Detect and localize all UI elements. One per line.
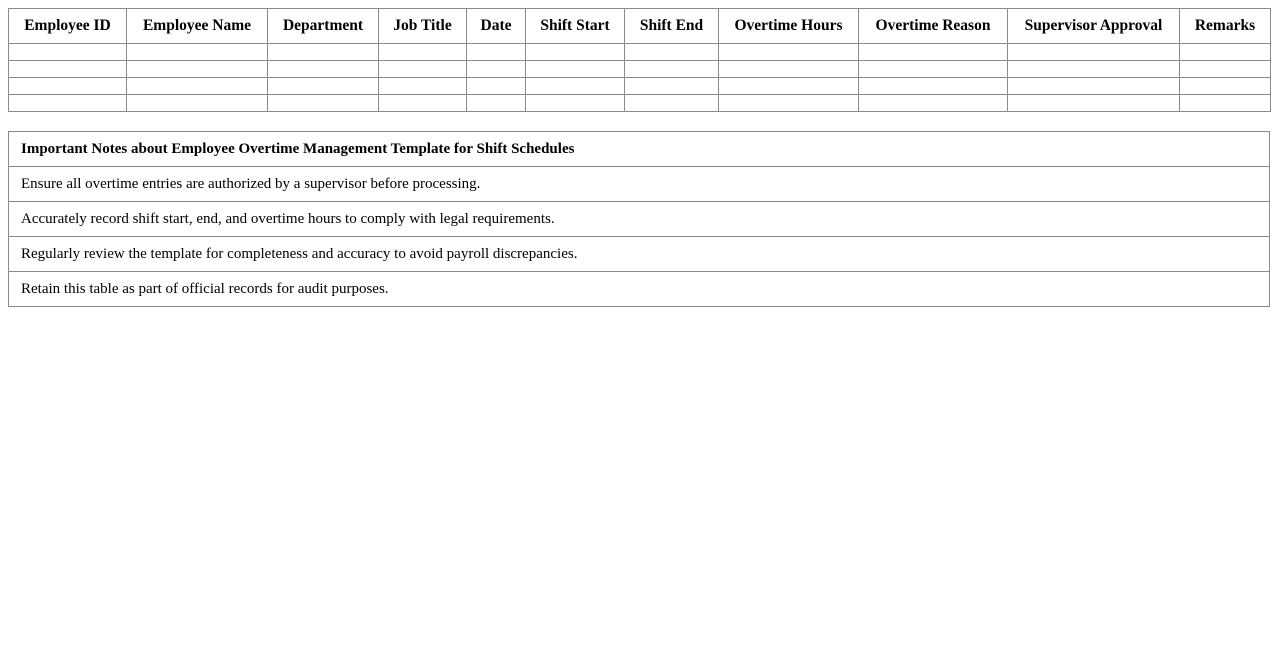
table-cell[interactable]	[859, 95, 1008, 112]
note-item: Retain this table as part of official records for audit purposes.	[9, 272, 1270, 307]
table-cell[interactable]	[1008, 61, 1180, 78]
table-cell[interactable]	[9, 61, 127, 78]
note-row	[9, 272, 1270, 307]
table-header-row	[9, 9, 1271, 44]
column-header-department: Department	[268, 9, 379, 44]
table-cell[interactable]	[719, 78, 859, 95]
table-cell[interactable]	[379, 44, 467, 61]
note-row	[9, 237, 1270, 272]
table-cell[interactable]	[268, 78, 379, 95]
note-item: Regularly review the template for completeness and accuracy to avoid payroll discrepancies.	[9, 237, 1270, 272]
table-cell[interactable]	[268, 61, 379, 78]
table-cell[interactable]	[467, 44, 526, 61]
note-row	[9, 202, 1270, 237]
table-cell[interactable]	[268, 44, 379, 61]
table-row	[9, 44, 1271, 61]
table-cell[interactable]	[9, 78, 127, 95]
table-cell[interactable]	[9, 44, 127, 61]
table-cell[interactable]	[1180, 78, 1271, 95]
table-cell[interactable]	[526, 78, 625, 95]
column-header-employee-name: Employee Name	[127, 9, 268, 44]
table-cell[interactable]	[467, 78, 526, 95]
table-cell[interactable]	[526, 44, 625, 61]
table-cell[interactable]	[719, 95, 859, 112]
note-row	[9, 167, 1270, 202]
document	[8, 8, 1270, 307]
table-cell[interactable]	[379, 61, 467, 78]
table-cell[interactable]	[526, 61, 625, 78]
table-cell[interactable]	[625, 61, 719, 78]
table-cell[interactable]	[127, 44, 268, 61]
table-cell[interactable]	[467, 95, 526, 112]
table-cell[interactable]	[625, 78, 719, 95]
table-row	[9, 78, 1271, 95]
table-row	[9, 61, 1271, 78]
table-cell[interactable]	[719, 44, 859, 61]
table-cell[interactable]	[1008, 44, 1180, 61]
table-cell[interactable]	[859, 78, 1008, 95]
notes-title: Important Notes about Employee Overtime Management Template for Shift Schedules	[9, 132, 1270, 167]
table-cell[interactable]	[625, 44, 719, 61]
table-cell[interactable]	[625, 95, 719, 112]
notes-title-row	[9, 132, 1270, 167]
table-cell[interactable]	[1008, 95, 1180, 112]
note-item: Accurately record shift start, end, and overtime hours to comply with legal requirements.	[9, 202, 1270, 237]
column-header-overtime-reason: Overtime Reason	[859, 9, 1008, 44]
column-header-supervisor-approval: Supervisor Approval	[1008, 9, 1180, 44]
table-cell[interactable]	[127, 78, 268, 95]
column-header-date: Date	[467, 9, 526, 44]
table-cell[interactable]	[127, 61, 268, 78]
column-header-job-title: Job Title	[379, 9, 467, 44]
column-header-employee-id: Employee ID	[9, 9, 127, 44]
table-cell[interactable]	[467, 61, 526, 78]
table-cell[interactable]	[9, 95, 127, 112]
column-header-overtime-hours: Overtime Hours	[719, 9, 859, 44]
column-header-remarks: Remarks	[1180, 9, 1271, 44]
table-cell[interactable]	[859, 44, 1008, 61]
table-cell[interactable]	[526, 95, 625, 112]
column-header-shift-start: Shift Start	[526, 9, 625, 44]
table-cell[interactable]	[1180, 61, 1271, 78]
table-row	[9, 95, 1271, 112]
overtime-schedule-table	[8, 8, 1271, 112]
table-cell[interactable]	[1008, 78, 1180, 95]
table-cell[interactable]	[1180, 44, 1271, 61]
table-cell[interactable]	[379, 95, 467, 112]
table-cell[interactable]	[127, 95, 268, 112]
table-cell[interactable]	[379, 78, 467, 95]
table-cell[interactable]	[1180, 95, 1271, 112]
notes-table	[8, 131, 1270, 307]
note-item: Ensure all overtime entries are authorized by a supervisor before processing.	[9, 167, 1270, 202]
table-cell[interactable]	[719, 61, 859, 78]
table-body	[9, 44, 1271, 112]
column-header-shift-end: Shift End	[625, 9, 719, 44]
table-cell[interactable]	[268, 95, 379, 112]
table-cell[interactable]	[859, 61, 1008, 78]
